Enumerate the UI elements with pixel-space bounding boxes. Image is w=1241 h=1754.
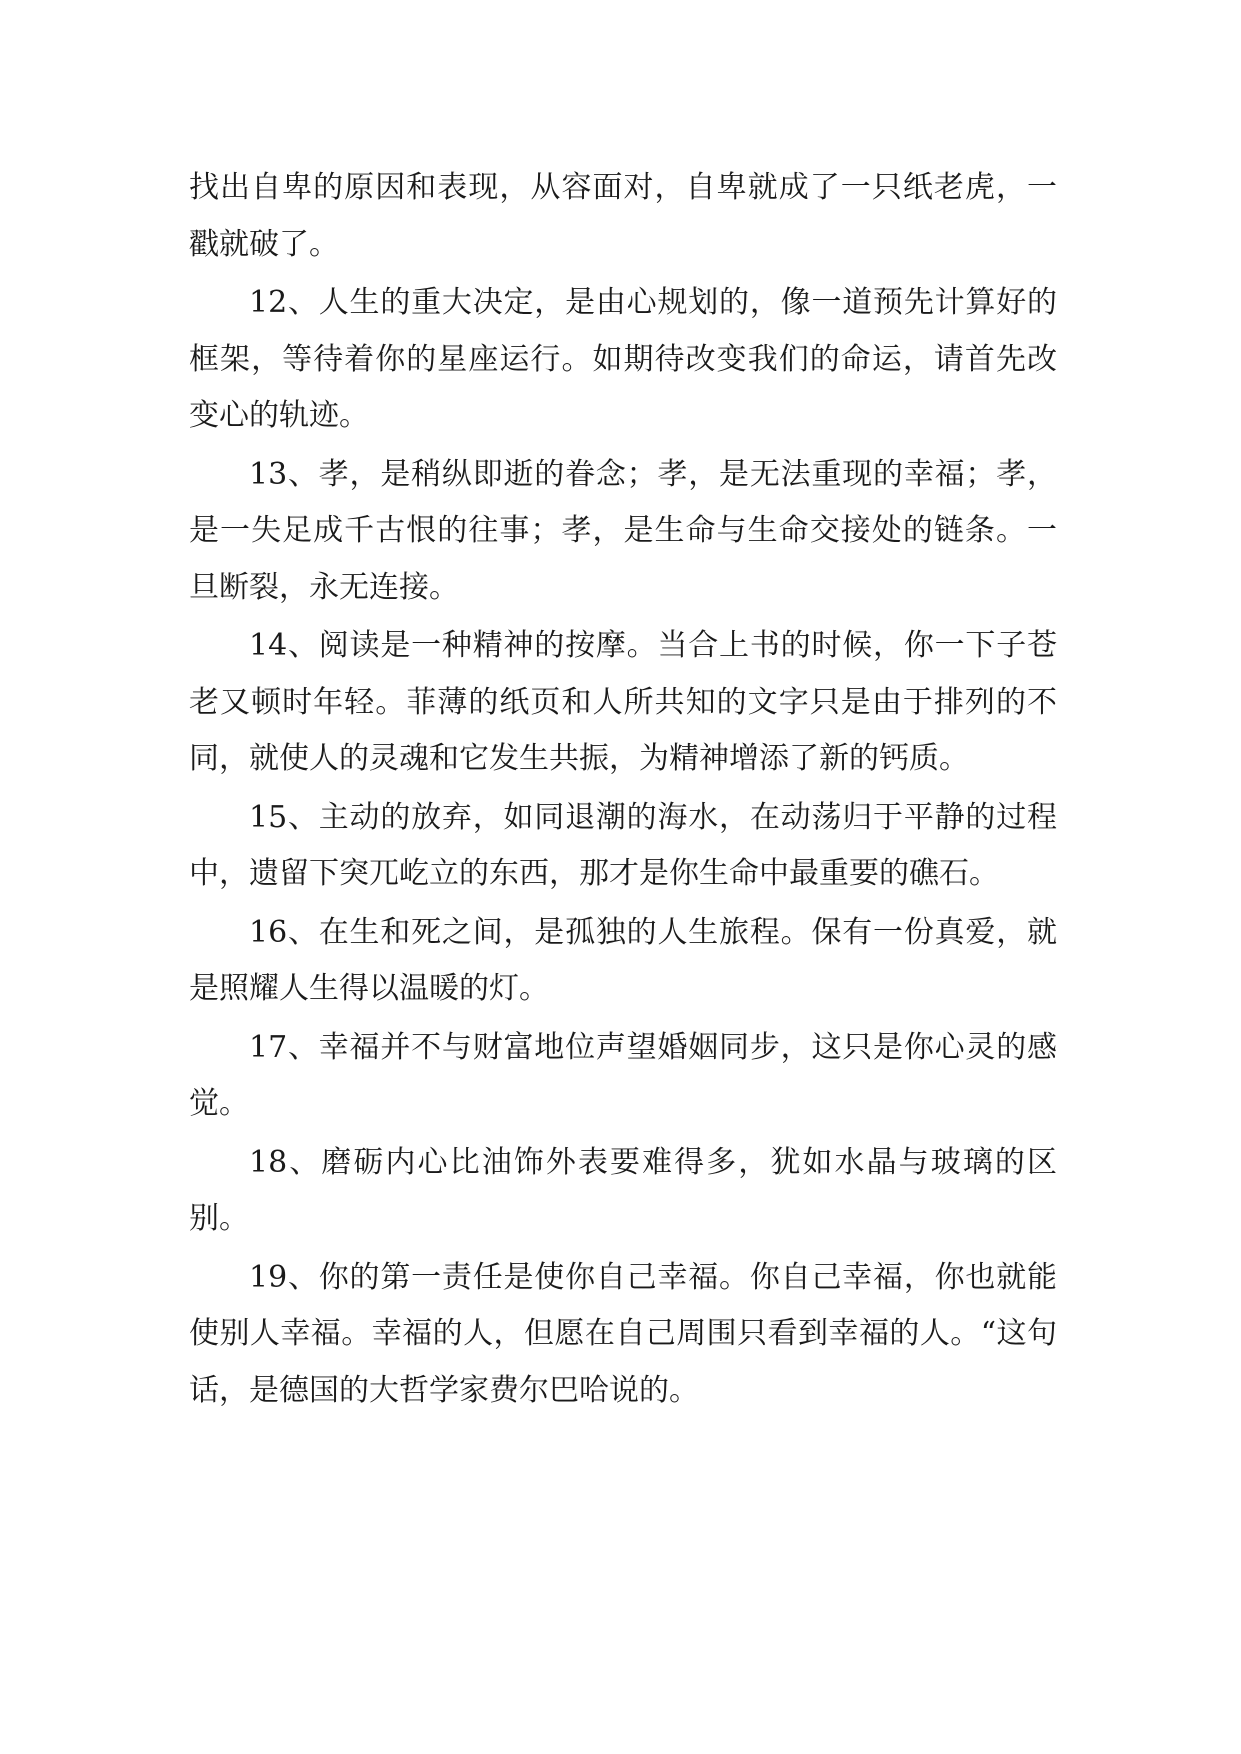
paragraph-12: 12、人生的重大决定，是由心规划的，像一道预先计算好的框架，等待着你的星座运行。如期待改变我们的命运，请首先改变心的轨迹。 xyxy=(189,285,1057,433)
paragraph-continuation: 找出自卑的原因和表现，从容面对，自卑就成了一只纸老虎，一戳就破了。 xyxy=(189,170,1057,262)
paragraph-14: 14、阅读是一种精神的按摩。当合上书的时候，你一下子苍老又顿时年轻。菲薄的纸页和人所共知的文字只是由于排列的不同，就使人的灵魂和它发生共振，为精神增添了新的钙质。 xyxy=(189,628,1057,776)
paragraph-13: 13、孝，是稍纵即逝的眷念；孝，是无法重现的幸福；孝，是一失足成千古恨的往事；孝，是生命与生命交接处的链条。一旦断裂，永无连接。 xyxy=(189,456,1057,605)
paragraph-18: 18、磨砺内心比油饰外表要难得多，犹如水晶与玻璃的区别。 xyxy=(189,1144,1057,1236)
paragraph-16: 16、在生和死之间，是孤独的人生旅程。保有一份真爱，就是照耀人生得以温暖的灯。 xyxy=(189,914,1057,1006)
document-body xyxy=(189,160,1057,1421)
paragraph-19: 19、你的第一责任是使你自己幸福。你自己幸福，你也就能使别人幸福。幸福的人，但愿在自己周围只看到幸福的人。“这句话，是德国的大哲学家费尔巴哈说的。 xyxy=(189,1259,1057,1408)
paragraph-15: 15、主动的放弃，如同退潮的海水，在动荡归于平静的过程中，遗留下突兀屹立的东西，那才是你生命中最重要的礁石。 xyxy=(189,799,1057,891)
paragraph-17: 17、幸福并不与财富地位声望婚姻同步，这只是你心灵的感觉。 xyxy=(189,1029,1057,1121)
